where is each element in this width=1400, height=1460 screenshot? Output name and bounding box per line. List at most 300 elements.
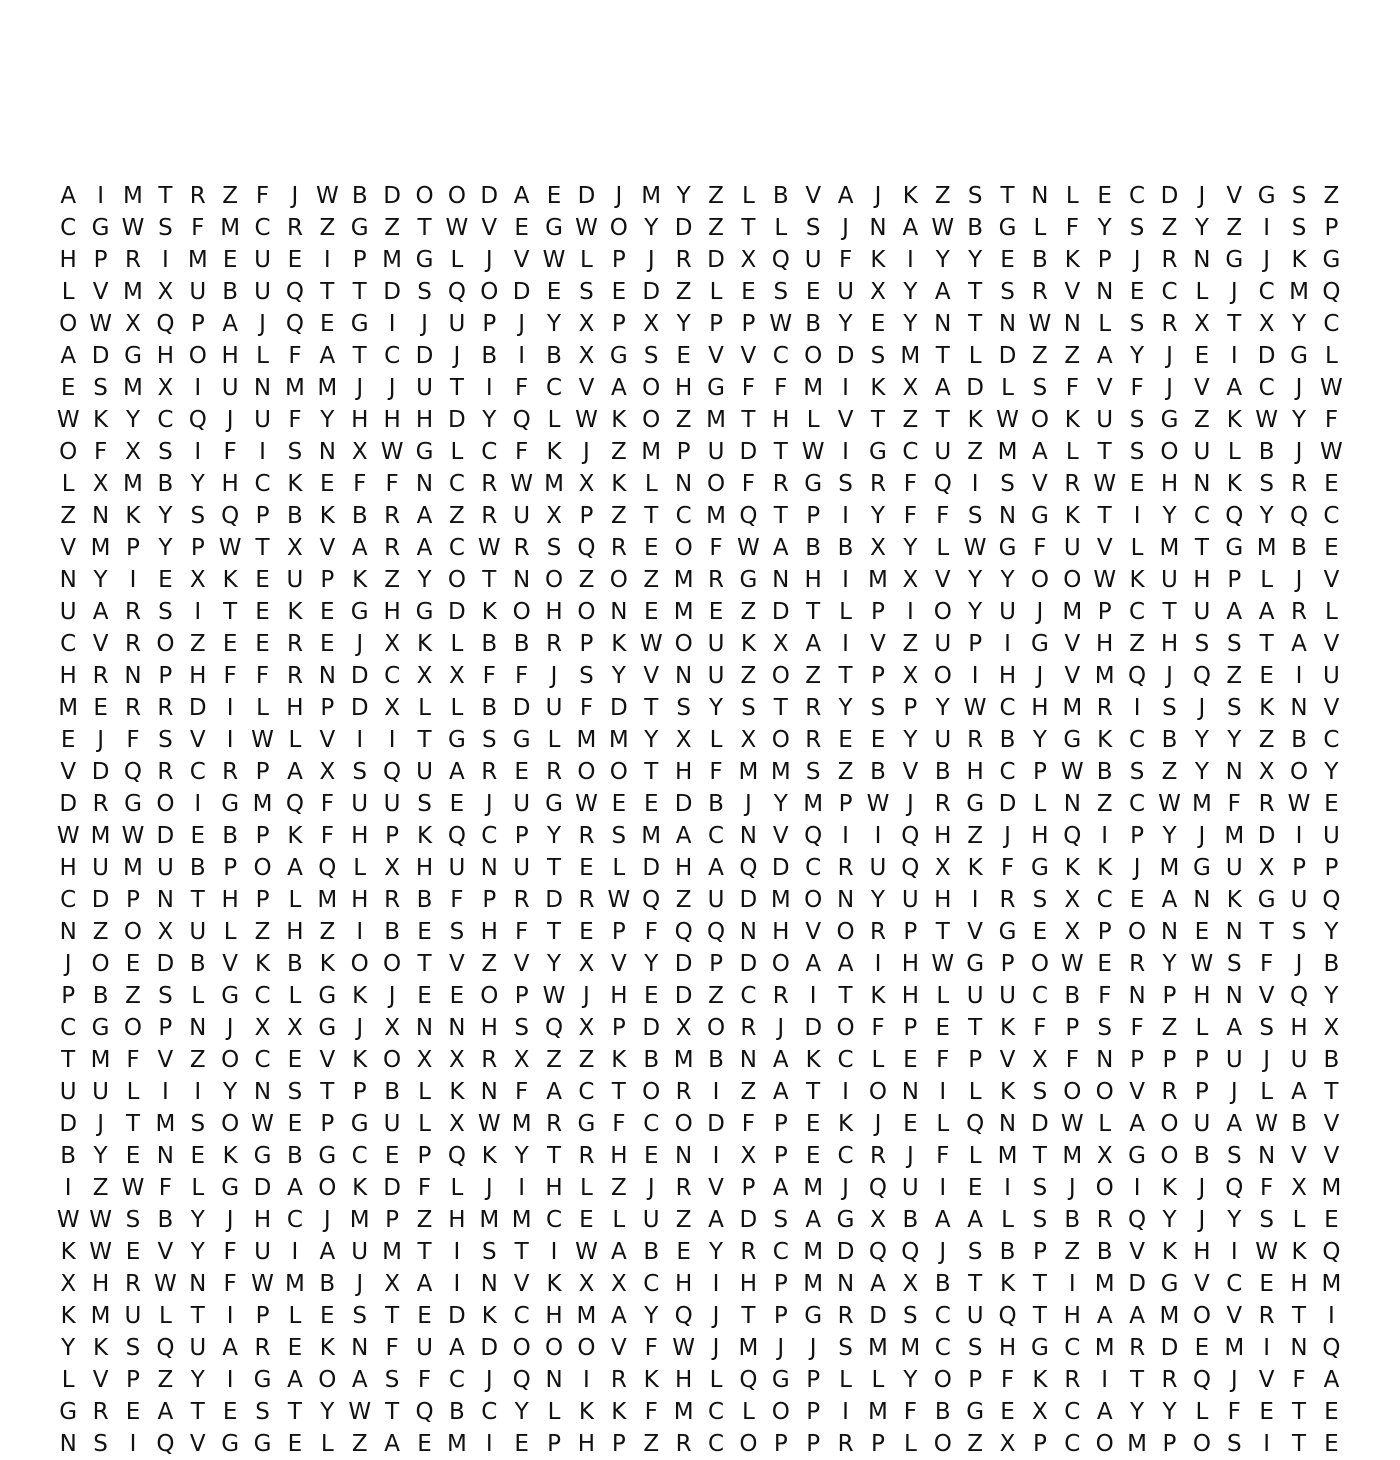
letter-cell[interactable]: N: [901, 1079, 919, 1105]
letter-cell[interactable]: E: [611, 791, 627, 817]
letter-cell[interactable]: V: [967, 919, 983, 945]
letter-cell[interactable]: B: [287, 503, 303, 529]
letter-cell[interactable]: T: [935, 407, 950, 433]
letter-cell[interactable]: D: [156, 823, 175, 849]
letter-cell[interactable]: B: [60, 1143, 77, 1169]
letter-cell[interactable]: G: [253, 1143, 272, 1169]
letter-cell[interactable]: N: [59, 567, 77, 593]
letter-cell[interactable]: J: [874, 1111, 882, 1137]
letter-cell[interactable]: V: [513, 1271, 530, 1297]
letter-cell[interactable]: E: [125, 951, 141, 977]
letter-cell[interactable]: R: [805, 727, 822, 753]
letter-cell[interactable]: T: [1130, 1367, 1145, 1393]
letter-cell[interactable]: B: [902, 1207, 919, 1233]
letter-cell[interactable]: Z: [125, 983, 141, 1009]
letter-cell[interactable]: I: [518, 343, 526, 369]
letter-cell[interactable]: O: [1030, 951, 1049, 977]
letter-cell[interactable]: M: [285, 1271, 305, 1297]
letter-cell[interactable]: H: [221, 887, 239, 913]
letter-cell[interactable]: F: [774, 375, 788, 401]
letter-cell[interactable]: Z: [1064, 343, 1081, 369]
letter-cell[interactable]: G: [577, 1111, 596, 1137]
letter-cell[interactable]: M: [446, 1431, 467, 1457]
letter-cell[interactable]: G: [1290, 343, 1308, 369]
letter-cell[interactable]: V: [60, 759, 77, 785]
letter-cell[interactable]: P: [838, 791, 853, 817]
letter-cell[interactable]: T: [1097, 503, 1112, 529]
letter-cell[interactable]: Q: [706, 919, 726, 945]
letter-cell[interactable]: D: [59, 791, 78, 817]
letter-cell[interactable]: W: [963, 695, 987, 721]
letter-cell[interactable]: Y: [644, 1303, 659, 1329]
letter-cell[interactable]: F: [158, 1175, 172, 1201]
letter-cell[interactable]: Z: [1032, 343, 1048, 369]
letter-cell[interactable]: I: [939, 1079, 947, 1105]
letter-cell[interactable]: C: [481, 823, 498, 849]
letter-cell[interactable]: C: [1129, 599, 1146, 625]
letter-cell[interactable]: O: [545, 567, 564, 593]
letter-cell[interactable]: A: [805, 631, 822, 657]
letter-cell[interactable]: V: [481, 215, 498, 241]
letter-cell[interactable]: M: [252, 791, 273, 817]
letter-cell[interactable]: D: [642, 855, 661, 881]
letter-cell[interactable]: H: [1290, 1271, 1308, 1297]
letter-cell[interactable]: J: [1166, 343, 1173, 369]
letter-cell[interactable]: K: [352, 567, 368, 593]
letter-cell[interactable]: I: [194, 791, 202, 817]
letter-cell[interactable]: X: [449, 1111, 465, 1137]
letter-cell[interactable]: I: [1133, 503, 1141, 529]
letter-cell[interactable]: I: [518, 1175, 526, 1201]
letter-cell[interactable]: Y: [320, 407, 335, 433]
letter-cell[interactable]: A: [1323, 1367, 1340, 1393]
letter-cell[interactable]: U: [189, 1335, 207, 1361]
letter-cell[interactable]: L: [903, 1431, 917, 1457]
letter-cell[interactable]: P: [385, 823, 400, 849]
letter-cell[interactable]: G: [707, 375, 725, 401]
letter-cell[interactable]: Z: [157, 1367, 174, 1393]
letter-cell[interactable]: I: [1230, 343, 1238, 369]
letter-cell[interactable]: I: [1263, 1431, 1271, 1457]
letter-cell[interactable]: F: [936, 1047, 950, 1073]
letter-cell[interactable]: I: [712, 1143, 720, 1169]
letter-cell[interactable]: J: [388, 983, 396, 1009]
letter-cell[interactable]: D: [512, 279, 531, 305]
letter-cell[interactable]: Z: [1226, 215, 1243, 241]
letter-cell[interactable]: F: [1260, 951, 1274, 977]
letter-cell[interactable]: H: [674, 1271, 693, 1297]
letter-cell[interactable]: C: [448, 535, 465, 561]
letter-cell[interactable]: G: [1257, 887, 1276, 913]
letter-cell[interactable]: I: [194, 1079, 202, 1105]
letter-cell[interactable]: D: [577, 183, 596, 209]
letter-cell[interactable]: B: [384, 1079, 400, 1105]
letter-cell[interactable]: F: [741, 471, 756, 497]
letter-cell[interactable]: K: [287, 823, 303, 849]
letter-cell[interactable]: N: [189, 1271, 207, 1297]
letter-cell[interactable]: P: [547, 1431, 561, 1457]
letter-cell[interactable]: O: [1030, 567, 1049, 593]
letter-cell[interactable]: F: [320, 791, 334, 817]
letter-cell[interactable]: O: [1160, 1111, 1179, 1137]
letter-cell[interactable]: J: [583, 439, 590, 465]
letter-cell[interactable]: I: [323, 247, 331, 273]
letter-cell[interactable]: P: [1162, 983, 1177, 1009]
letter-cell[interactable]: F: [93, 439, 108, 465]
letter-cell[interactable]: V: [1258, 1367, 1275, 1393]
letter-cell[interactable]: A: [902, 215, 919, 241]
letter-cell[interactable]: D: [188, 695, 207, 721]
letter-cell[interactable]: P: [1000, 951, 1015, 977]
letter-cell[interactable]: B: [643, 1047, 660, 1073]
letter-cell[interactable]: U: [901, 887, 919, 913]
letter-cell[interactable]: B: [1291, 535, 1307, 561]
letter-cell[interactable]: G: [318, 983, 337, 1009]
letter-cell[interactable]: M: [673, 567, 694, 593]
letter-cell[interactable]: Q: [156, 311, 175, 337]
letter-cell[interactable]: I: [874, 823, 882, 849]
letter-cell[interactable]: T: [1032, 1143, 1047, 1169]
letter-cell[interactable]: N: [415, 1015, 434, 1041]
letter-cell[interactable]: R: [1096, 695, 1113, 721]
letter-cell[interactable]: D: [91, 759, 110, 785]
letter-cell[interactable]: Y: [1130, 1399, 1145, 1425]
letter-cell[interactable]: B: [319, 1271, 336, 1297]
letter-cell[interactable]: K: [611, 471, 627, 497]
letter-cell[interactable]: L: [256, 695, 269, 721]
letter-cell[interactable]: N: [1160, 919, 1179, 945]
letter-cell[interactable]: U: [254, 407, 271, 433]
letter-cell[interactable]: X: [189, 567, 206, 593]
letter-cell[interactable]: V: [772, 823, 789, 849]
letter-cell[interactable]: D: [545, 887, 563, 913]
letter-cell[interactable]: C: [384, 343, 401, 369]
letter-cell[interactable]: V: [189, 727, 206, 753]
letter-cell[interactable]: T: [125, 1111, 140, 1137]
letter-cell[interactable]: T: [968, 279, 983, 305]
letter-cell[interactable]: S: [125, 1207, 141, 1233]
letter-cell[interactable]: J: [809, 1335, 817, 1361]
letter-cell[interactable]: I: [259, 439, 266, 465]
letter-cell[interactable]: E: [1000, 247, 1015, 273]
letter-cell[interactable]: R: [384, 535, 401, 561]
letter-cell[interactable]: S: [579, 663, 594, 689]
letter-cell[interactable]: R: [772, 471, 789, 497]
letter-cell[interactable]: E: [417, 983, 432, 1009]
letter-cell[interactable]: H: [253, 1207, 272, 1233]
letter-cell[interactable]: K: [870, 375, 886, 401]
letter-cell[interactable]: V: [1226, 183, 1243, 209]
letter-cell[interactable]: X: [1258, 855, 1275, 881]
letter-cell[interactable]: J: [1133, 247, 1141, 273]
letter-cell[interactable]: W: [575, 215, 598, 241]
letter-cell[interactable]: L: [288, 727, 302, 753]
letter-cell[interactable]: J: [356, 1015, 364, 1041]
letter-cell[interactable]: X: [902, 567, 919, 593]
letter-cell[interactable]: S: [125, 1335, 141, 1361]
letter-cell[interactable]: F: [320, 823, 334, 849]
letter-cell[interactable]: X: [870, 1207, 886, 1233]
letter-cell[interactable]: P: [1194, 1047, 1209, 1073]
letter-cell[interactable]: B: [805, 535, 822, 561]
letter-cell[interactable]: I: [485, 1431, 493, 1457]
letter-cell[interactable]: N: [415, 471, 434, 497]
letter-cell[interactable]: J: [1230, 1079, 1238, 1105]
letter-cell[interactable]: S: [1129, 215, 1145, 241]
letter-cell[interactable]: H: [901, 951, 919, 977]
letter-cell[interactable]: E: [1032, 919, 1048, 945]
letter-cell[interactable]: O: [156, 631, 175, 657]
letter-cell[interactable]: Z: [902, 631, 919, 657]
letter-cell[interactable]: M: [738, 759, 759, 785]
letter-cell[interactable]: Z: [92, 919, 109, 945]
letter-cell[interactable]: X: [449, 1047, 465, 1073]
letter-cell[interactable]: N: [253, 1079, 272, 1105]
letter-cell[interactable]: M: [90, 823, 111, 849]
letter-cell[interactable]: J: [1198, 183, 1206, 209]
letter-cell[interactable]: X: [125, 311, 141, 337]
letter-cell[interactable]: O: [804, 343, 823, 369]
letter-cell[interactable]: S: [1291, 919, 1307, 945]
letter-cell[interactable]: E: [222, 1399, 238, 1425]
letter-cell[interactable]: M: [803, 791, 824, 817]
letter-cell[interactable]: K: [611, 1399, 627, 1425]
letter-cell[interactable]: E: [935, 1015, 951, 1041]
letter-cell[interactable]: W: [1093, 567, 1117, 593]
letter-cell[interactable]: S: [1162, 695, 1177, 721]
letter-cell[interactable]: U: [999, 983, 1016, 1009]
letter-cell[interactable]: Z: [610, 1175, 627, 1201]
letter-cell[interactable]: P: [611, 311, 626, 337]
letter-cell[interactable]: V: [1032, 471, 1048, 497]
letter-cell[interactable]: C: [1031, 983, 1048, 1009]
letter-cell[interactable]: N: [772, 567, 790, 593]
letter-cell[interactable]: T: [223, 599, 238, 625]
letter-cell[interactable]: L: [547, 727, 561, 753]
letter-cell[interactable]: L: [968, 1143, 982, 1169]
letter-cell[interactable]: E: [805, 1143, 821, 1169]
letter-cell[interactable]: X: [416, 1047, 433, 1073]
letter-cell[interactable]: K: [546, 1271, 562, 1297]
letter-cell[interactable]: I: [939, 1175, 947, 1201]
letter-cell[interactable]: N: [934, 311, 952, 337]
letter-cell[interactable]: W: [121, 215, 145, 241]
letter-cell[interactable]: E: [1259, 1271, 1274, 1297]
letter-cell[interactable]: M: [544, 471, 564, 497]
letter-cell[interactable]: L: [936, 1111, 950, 1137]
letter-cell[interactable]: T: [806, 1079, 821, 1105]
letter-cell[interactable]: L: [288, 983, 302, 1009]
letter-cell[interactable]: N: [1096, 279, 1114, 305]
letter-cell[interactable]: M: [997, 1143, 1018, 1169]
letter-cell[interactable]: J: [647, 1175, 655, 1201]
letter-cell[interactable]: L: [709, 727, 723, 753]
letter-cell[interactable]: L: [450, 695, 464, 721]
letter-cell[interactable]: G: [804, 1303, 823, 1329]
letter-cell[interactable]: P: [385, 1207, 400, 1233]
letter-cell[interactable]: W: [1060, 1111, 1084, 1137]
letter-cell[interactable]: T: [968, 1271, 983, 1297]
letter-cell[interactable]: X: [1291, 1175, 1307, 1201]
letter-cell[interactable]: P: [1324, 215, 1339, 241]
letter-cell[interactable]: M: [90, 535, 111, 561]
letter-cell[interactable]: R: [740, 1239, 757, 1265]
letter-cell[interactable]: C: [286, 1207, 303, 1233]
letter-cell[interactable]: T: [190, 1303, 205, 1329]
letter-cell[interactable]: H: [91, 1271, 110, 1297]
letter-cell[interactable]: Y: [190, 471, 205, 497]
letter-cell[interactable]: J: [1133, 855, 1141, 881]
letter-cell[interactable]: E: [967, 1175, 983, 1201]
letter-cell[interactable]: N: [156, 887, 174, 913]
letter-cell[interactable]: E: [870, 727, 886, 753]
letter-cell[interactable]: U: [254, 279, 271, 305]
letter-cell[interactable]: W: [251, 727, 274, 753]
letter-cell[interactable]: E: [449, 983, 465, 1009]
letter-cell[interactable]: E: [190, 1143, 206, 1169]
letter-cell[interactable]: T: [1194, 535, 1209, 561]
letter-cell[interactable]: C: [643, 1271, 660, 1297]
letter-cell[interactable]: T: [61, 1047, 76, 1073]
letter-cell[interactable]: O: [642, 375, 661, 401]
letter-cell[interactable]: A: [1226, 1111, 1243, 1137]
letter-cell[interactable]: K: [352, 1175, 368, 1201]
letter-cell[interactable]: P: [903, 695, 918, 721]
letter-cell[interactable]: C: [1129, 183, 1146, 209]
letter-cell[interactable]: M: [900, 343, 921, 369]
letter-cell[interactable]: Z: [449, 503, 465, 529]
letter-cell[interactable]: T: [773, 503, 788, 529]
letter-cell[interactable]: N: [739, 1047, 757, 1073]
letter-cell[interactable]: C: [1161, 279, 1178, 305]
letter-cell[interactable]: S: [967, 503, 983, 529]
letter-cell[interactable]: O: [480, 279, 499, 305]
letter-cell[interactable]: I: [64, 1175, 72, 1201]
letter-cell[interactable]: H: [934, 887, 952, 913]
letter-cell[interactable]: G: [609, 343, 628, 369]
letter-cell[interactable]: R: [124, 247, 141, 273]
letter-cell[interactable]: G: [1031, 631, 1049, 657]
letter-cell[interactable]: G: [1128, 1143, 1146, 1169]
letter-cell[interactable]: A: [708, 855, 724, 881]
letter-cell[interactable]: U: [1225, 855, 1243, 881]
letter-cell[interactable]: E: [125, 1239, 141, 1265]
letter-cell[interactable]: C: [1323, 727, 1340, 753]
letter-cell[interactable]: O: [1030, 407, 1049, 433]
letter-cell[interactable]: P: [709, 311, 723, 337]
letter-cell[interactable]: T: [417, 727, 432, 753]
letter-cell[interactable]: E: [838, 727, 853, 753]
letter-cell[interactable]: E: [514, 759, 529, 785]
letter-cell[interactable]: K: [1161, 1239, 1178, 1265]
letter-cell[interactable]: Y: [676, 183, 691, 209]
letter-cell[interactable]: F: [871, 1015, 885, 1041]
letter-cell[interactable]: E: [643, 535, 659, 561]
letter-cell[interactable]: R: [1064, 471, 1081, 497]
letter-cell[interactable]: V: [902, 759, 919, 785]
letter-cell[interactable]: R: [578, 1143, 595, 1169]
letter-cell[interactable]: T: [644, 759, 659, 785]
letter-cell[interactable]: B: [1032, 247, 1048, 273]
letter-cell[interactable]: U: [189, 919, 207, 945]
letter-cell[interactable]: B: [481, 631, 498, 657]
letter-cell[interactable]: F: [191, 215, 205, 241]
letter-cell[interactable]: B: [1323, 951, 1340, 977]
letter-cell[interactable]: B: [1096, 759, 1113, 785]
letter-cell[interactable]: J: [1295, 951, 1303, 977]
letter-cell[interactable]: X: [254, 1015, 271, 1041]
letter-cell[interactable]: Y: [1097, 215, 1112, 241]
letter-cell[interactable]: T: [1259, 631, 1274, 657]
letter-cell[interactable]: J: [1004, 823, 1011, 849]
letter-cell[interactable]: O: [933, 599, 952, 625]
letter-cell[interactable]: P: [255, 503, 270, 529]
letter-cell[interactable]: Q: [415, 1399, 434, 1425]
letter-cell[interactable]: C: [546, 1207, 563, 1233]
letter-cell[interactable]: P: [968, 631, 983, 657]
letter-cell[interactable]: M: [770, 887, 791, 913]
letter-cell[interactable]: J: [712, 1335, 720, 1361]
letter-cell[interactable]: H: [1160, 631, 1179, 657]
letter-cell[interactable]: W: [542, 247, 566, 273]
letter-cell[interactable]: E: [676, 343, 691, 369]
letter-cell[interactable]: V: [740, 343, 757, 369]
letter-cell[interactable]: M: [706, 503, 726, 529]
letter-cell[interactable]: H: [351, 823, 369, 849]
letter-cell[interactable]: I: [842, 503, 849, 529]
letter-cell[interactable]: G: [221, 1431, 240, 1457]
letter-cell[interactable]: K: [1226, 887, 1242, 913]
letter-cell[interactable]: H: [1160, 471, 1179, 497]
letter-cell[interactable]: W: [251, 1111, 274, 1137]
letter-cell[interactable]: K: [870, 983, 886, 1009]
letter-cell[interactable]: S: [546, 535, 562, 561]
letter-cell[interactable]: U: [934, 631, 952, 657]
letter-cell[interactable]: Z: [1161, 1015, 1178, 1041]
letter-cell[interactable]: E: [320, 311, 335, 337]
letter-cell[interactable]: B: [643, 1239, 660, 1265]
letter-cell[interactable]: N: [836, 1271, 855, 1297]
letter-cell[interactable]: Y: [223, 1079, 238, 1105]
letter-cell[interactable]: R: [869, 471, 886, 497]
letter-cell[interactable]: E: [1259, 663, 1274, 689]
letter-cell[interactable]: R: [92, 663, 109, 689]
letter-cell[interactable]: O: [480, 983, 499, 1009]
letter-cell[interactable]: S: [1259, 1207, 1274, 1233]
letter-cell[interactable]: C: [254, 471, 271, 497]
letter-cell[interactable]: A: [934, 1207, 951, 1233]
letter-cell[interactable]: J: [356, 375, 364, 401]
letter-cell[interactable]: X: [870, 535, 886, 561]
letter-cell[interactable]: N: [1258, 1143, 1276, 1169]
letter-cell[interactable]: E: [417, 1303, 432, 1329]
letter-cell[interactable]: T: [741, 1303, 756, 1329]
letter-cell[interactable]: A: [708, 1207, 724, 1233]
letter-cell[interactable]: W: [348, 1399, 372, 1425]
letter-cell[interactable]: K: [967, 855, 983, 881]
letter-cell[interactable]: D: [739, 1207, 758, 1233]
letter-cell[interactable]: S: [1097, 1015, 1112, 1041]
letter-cell[interactable]: H: [1031, 823, 1049, 849]
letter-cell[interactable]: W: [931, 215, 955, 241]
letter-cell[interactable]: A: [1129, 1111, 1145, 1137]
letter-cell[interactable]: X: [610, 1271, 627, 1297]
letter-cell[interactable]: D: [350, 695, 369, 721]
letter-cell[interactable]: J: [1198, 823, 1206, 849]
letter-cell[interactable]: L: [450, 631, 464, 657]
letter-cell[interactable]: O: [512, 1335, 531, 1361]
letter-cell[interactable]: S: [903, 1303, 918, 1329]
